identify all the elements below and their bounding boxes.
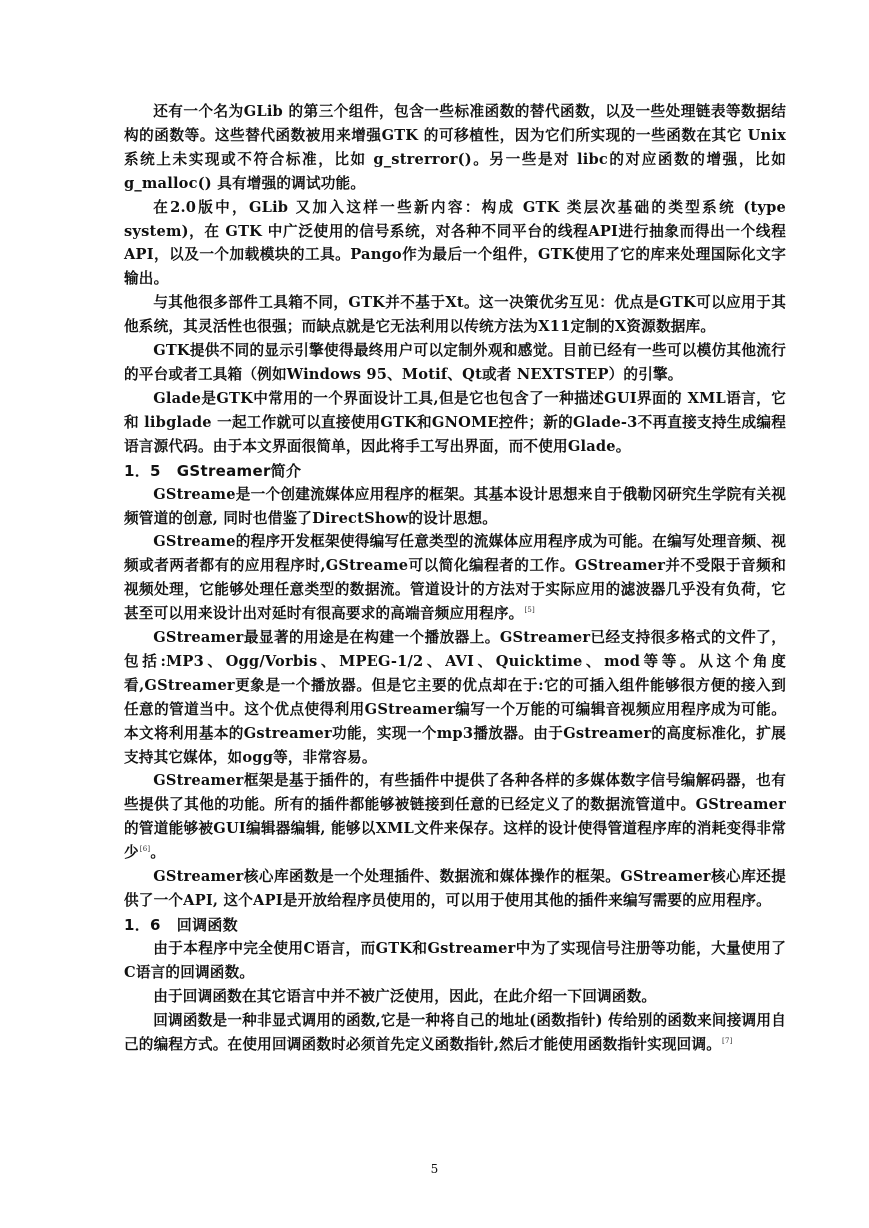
paragraph-glib-2-0: 在2.0版中，GLib 又加入这样一些新内容：构成 GTK 类层次基础的类型系统 (type system)，在 GTK 中广泛使用的信号系统，对各种不同平台的线程API进行抽象而得出一个线程API，以及一个加载模块的工具。Pango作为最后一个组件，GTK使用了它的库来处理国际化文字输出。 <box>124 198 786 288</box>
paragraph-gstreamer-core: GStreamer核心库函数是一个处理插件、数据流和媒体操作的框架。GStreamer核心库还提供了一个API, 这个API是开放给程序员使用的，可以用于使用其他的插件来编写需要的应用程序。 <box>124 868 786 909</box>
paragraph-xt: 与其他很多部件工具箱不同，GTK并不基于Xt。这一决策优劣互见：优点是GTK可以应用于其他系统，其灵活性也很强；而缺点就是它无法利用以传统方法为X11定制的X资源数据库。 <box>124 294 786 336</box>
section-number: 1．5 <box>124 461 161 480</box>
citation-ref: [6] <box>139 845 151 854</box>
section-number: 1．6 <box>124 915 161 934</box>
document-body <box>124 100 786 1056</box>
paragraph-themes: GTK提供不同的显示引擎使得最终用户可以定制外观和感觉。目前已经有一些可以模仿其他流行的平台或者工具箱（例如Windows 95、Motif、Qt或者 NEXTSTEP）的引擎。 <box>124 342 786 383</box>
paragraph-gstreamer-plugins <box>124 769 786 865</box>
citation-ref: [7] <box>722 1036 733 1045</box>
section-title: 回调函数 <box>176 915 238 934</box>
paragraph-text: GStreame的程序开发框架使得编写任意类型的流媒体应用程序成为可能。在编写处理音频、视频或者两者都有的应用程序时,GStreame可以简化编程者的工作。GStreamer并不受限于音频和视频处理，它能够处理任意类型的数据流。管道设计的方法对于实际应用的滤波器几乎没有负荷，它甚至可以用来设计出对延时有很高要求的高端音频应用程序。 <box>124 533 786 623</box>
section-title: GStreamer简介 <box>176 461 302 480</box>
page-number: 5 <box>430 1162 439 1176</box>
paragraph-text: GStreamer框架是基于插件的，有些插件中提供了各种各样的多媒体数字信号编解码器，也有些提供了其他的功能。所有的插件都能够被链接到任意的已经定义了的数据流管道中。GStreamer的管道能够被GUI编辑器编辑, 能够以XML文件来保存。这样的设计使得管道程序库的消耗变得非常少 <box>124 772 786 862</box>
paragraph-callback-usage: 由于本程序中完全使用C语言，而GTK和Gstreamer中为了实现信号注册等功能，大量使用了C语言的回调函数。 <box>124 939 786 981</box>
paragraph-callback-intro: 由于回调函数在其它语言中并不被广泛使用，因此，在此介绍一下回调函数。 <box>153 987 657 1005</box>
paragraph-text-end: 。 <box>150 844 166 862</box>
paragraph-callback-definition <box>124 1009 786 1057</box>
paragraph-gstreamer-framework <box>124 530 786 626</box>
paragraph-glib: 还有一个名为GLib 的第三个组件，包含一些标准函数的替代函数，以及一些处理链表等数据结构的函数等。这些替代函数被用来增强GTK 的可移植性，因为它们所实现的一些函数在其它 Unix 系统上未实现或不符合标准，比如 g_strerror()。另一些是对 libc的对应函数的增强，比如g_malloc() 具有增强的调试功能。 <box>124 103 786 192</box>
paragraph-gstreamer-player: GStreamer最显著的用途是在构建一个播放器上。GStreamer已经支持很多格式的文件了，包括:MP3、Ogg/Vorbis、MPEG-1/2、AVI、Quicktime、mod等等。从这个角度看,GStreamer更象是一个播放器。但是它主要的优点却在于:它的可插入组件能够很方便的接入到任意的管道当中。这个优点使得利用GStreamer编写一个万能的可编辑音视频应用程序成为可能。本文将利用基本的Gstreamer功能，实现一个mp3播放器。由于Gstreamer的高度标准化，扩展支持其它媒体，如ogg等，非常容易。 <box>124 629 786 766</box>
section-heading-1-6 <box>124 913 786 937</box>
paragraph-gstreamer-intro: GStreame是一个创建流媒体应用程序的框架。其基本设计思想来自于俄勒冈研究生学院有关视频管道的创意, 同时也借鉴了DirectShow的设计思想。 <box>124 485 786 527</box>
paragraph-glade: Glade是GTK中常用的一个界面设计工具,但是它也包含了一种描述GUI界面的 XML语言，它和 libglade 一起工作就可以直接使用GTK和GNOME控件；新的Glade-3不再直接支持生成编程语言源代码。由于本文界面很简单，因此将手工写出界面，而不使用Glade。 <box>124 389 786 455</box>
paragraph-text: 回调函数是一种非显式调用的函数,它是一种将自己的地址(函数指针) 传给别的函数来间接调用自己的编程方式。在使用回调函数时必须首先定义函数指针,然后才能使用函数指针实现回调。 <box>124 1011 786 1053</box>
citation-ref: [5] <box>524 606 535 615</box>
section-heading-1-5 <box>124 459 786 483</box>
